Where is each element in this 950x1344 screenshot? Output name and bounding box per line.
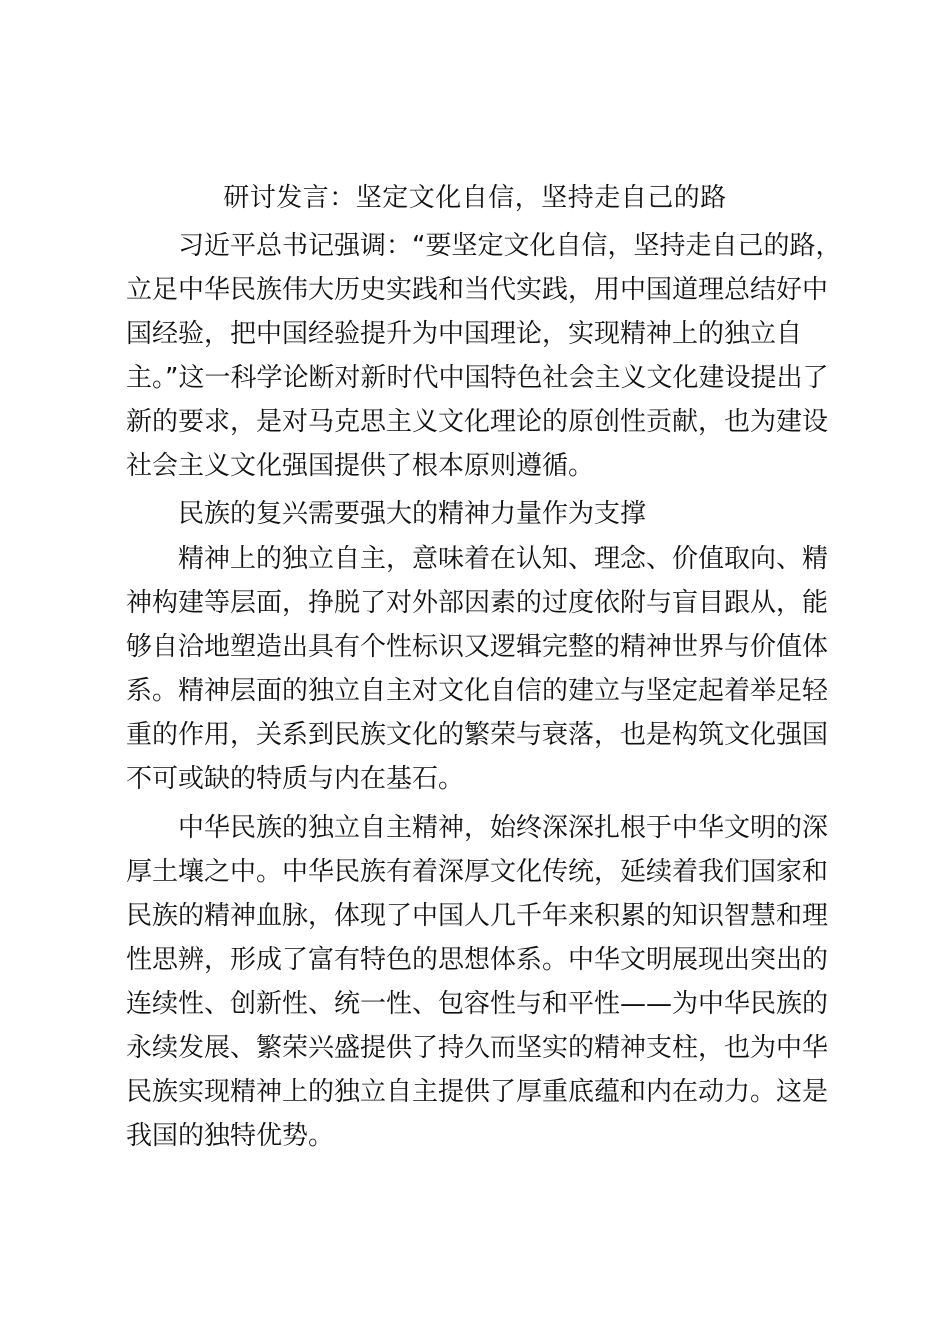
paragraph-line: 主。”这一科学论断对新时代中国特色社会主义文化建设提出了 <box>126 363 829 393</box>
paragraph-line: 中华民族的独立自主精神，始终深深扎根于中华文明的深 <box>178 813 829 843</box>
paragraph-line: 民族的精神血脉，体现了中国人几千年来积累的知识智慧和理 <box>126 901 829 931</box>
paragraph-line: 神构建等层面，挣脱了对外部因素的过度依附与盲目跟从，能 <box>126 588 829 618</box>
paragraph-line: 够自洽地塑造出具有个性标识又逻辑完整的精神世界与价值体 <box>126 632 829 662</box>
paragraph-line: 立足中华民族伟大历史实践和当代实践，用中国道理总结好中 <box>126 275 829 305</box>
paragraph-line: 重的作用，关系到民族文化的繁荣与衰落，也是构筑文化强国 <box>126 720 829 750</box>
paragraph-line: 永续发展、繁荣兴盛提供了持久而坚实的精神支柱，也为中华 <box>126 1033 829 1063</box>
document-title: 研讨发言：坚定文化自信，坚持走自己的路 <box>223 183 727 213</box>
paragraph-line: 我国的独特优势。 <box>126 1121 335 1151</box>
paragraph-line: 民族实现精神上的独立自主提供了厚重底蕴和内在动力。这是 <box>126 1077 829 1107</box>
paragraph-independence <box>126 537 829 801</box>
paragraph-civilization <box>126 806 829 1158</box>
paragraph-line: 国经验，把中国经验提升为中国理论，实现精神上的独立自 <box>126 319 803 349</box>
paragraph-line: 连续性、创新性、统一性、包容性与和平性——为中华民族的 <box>126 989 829 1019</box>
paragraph-line: 不可或缺的特质与内在基石。 <box>126 764 465 794</box>
section-heading-text: 民族的复兴需要强大的精神力量作为支撑 <box>178 499 647 529</box>
paragraph-line: 新的要求，是对马克思主义文化理论的原创性贡献，也为建设 <box>126 407 829 437</box>
paragraph-line: 社会主义文化强国提供了根本原则遵循。 <box>126 451 595 481</box>
paragraph-line: 性思辨，形成了富有特色的思想体系。中华文明展现出突出的 <box>126 945 829 975</box>
paragraph-line: 习近平总书记强调：“要坚定文化自信，坚持走自己的路， <box>178 231 842 261</box>
paragraph-line: 精神上的独立自主，意味着在认知、理念、价值取向、精 <box>178 544 829 574</box>
paragraph-intro <box>126 224 842 488</box>
paragraph-line: 厚土壤之中。中华民族有着深厚文化传统，延续着我们国家和 <box>126 857 829 887</box>
paragraph-line: 系。精神层面的独立自主对文化自信的建立与坚定起着举足轻 <box>126 676 829 706</box>
section-heading <box>126 492 826 536</box>
